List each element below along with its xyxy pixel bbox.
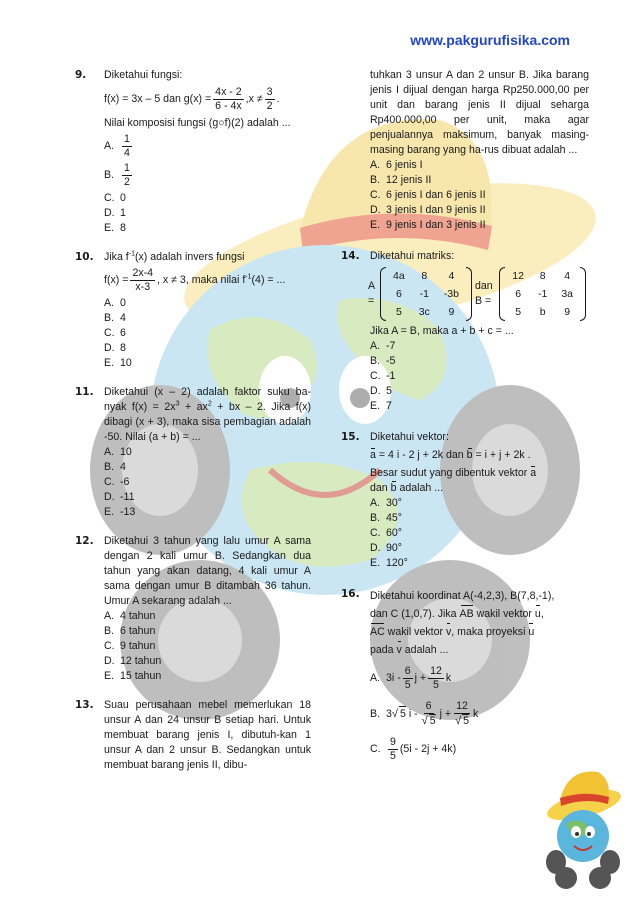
question-text: Diketahui (x – 2) adalah faktor suku ba-nyak $f(x) = 2x^3 + ax^2$ + bx – 2. Jika f(x) dibagi (x + 3), maka sisa pembagian adalah -50. Nilai (a + b) = ... (104, 386, 312, 443)
question-15 (341, 430, 589, 571)
option-d[interactable]: D. 90° (370, 542, 403, 554)
option-a[interactable]: A. -7 (370, 340, 396, 352)
g-fraction: $\frac{4x - 2}{6 - 4x}$ (215, 86, 242, 112)
option-c[interactable]: C. -1 (370, 370, 396, 382)
option-b[interactable]: B. 3 √ 5 i - $\frac{6}{√ 5}$ j + $\frac{12}{√ 5}$ k (370, 700, 479, 727)
question-text: Jika A = B, maka a + b + c = ... (370, 325, 514, 337)
option-c[interactable]: C. 9 tahun (104, 640, 156, 652)
answer-options (370, 339, 589, 414)
question-line-3: AC wakil vektor v, maka proyeksi u (370, 623, 589, 641)
option-e[interactable]: E. 120° (370, 557, 408, 569)
question-number: 15. (341, 431, 360, 443)
option-b[interactable]: B. -5 (370, 355, 396, 367)
answer-options (104, 445, 311, 520)
question-10 (75, 250, 311, 371)
option-e[interactable]: E. 15 tahun (104, 670, 162, 682)
answer-options (104, 609, 311, 684)
option-b[interactable]: B. 4 (104, 461, 126, 473)
option-c[interactable]: C. $\frac{9}{5}$ (5i - 2j + 4k) (370, 736, 457, 762)
question-line-2: dan C (1,0,7). Jika AB wakil vektor u, (370, 605, 589, 623)
option-e[interactable]: E. 7 (370, 400, 392, 412)
question-14 (341, 249, 589, 414)
option-c[interactable]: C. 6 jenis I dan 6 jenis II (370, 189, 486, 201)
question-text: Diketahui 3 tahun yang lalu umur A sama dengan 2 kali umur B. Sedangkan dua tahun yang akan datang, 4 kali umur A sama dengan umur B ditambah 36 tahun. Umur A sekarang adalah ... (104, 535, 311, 607)
question-intro: Jika $f^{-1}(x)$ adalah invers fungsi (104, 250, 245, 263)
question-16 (341, 587, 589, 763)
question-text: Besar sudut yang dibentuk vektor a dan b adalah ... (370, 467, 537, 494)
option-a[interactable]: A. $\frac{1}{4}$ (104, 133, 130, 159)
answer-options (104, 133, 311, 236)
answer-options (370, 158, 589, 233)
option-e[interactable]: E. 8 (104, 222, 126, 234)
option-d[interactable]: D. -11 (104, 491, 135, 503)
answer-options (104, 296, 311, 371)
option-e[interactable]: E. 10 (104, 357, 132, 369)
matrix-a: 4a 8 4 6 -1 -3b 5 3c 9 (380, 267, 472, 321)
question-12 (75, 534, 311, 684)
site-url[interactable]: www.pakgurufisika.com (410, 32, 570, 48)
question-number: 12. (75, 535, 94, 547)
option-a[interactable]: A. 6 jenis I (370, 159, 423, 171)
option-a[interactable]: A. 0 (104, 297, 126, 309)
matrices: A = 4a 8 4 6 -1 -3b 5 3c 9 dan B = 12 8 4 6 -1 3a 5 b 9 (368, 267, 589, 321)
option-b[interactable]: B. 12 jenis II (370, 174, 432, 186)
vector-definition: a = 4 i - 2 j + 2k dan b = i + j + 2k . (370, 449, 531, 461)
question-intro: Diketahui matriks: (370, 250, 455, 262)
question-intro: Diketahui vektor: (370, 431, 449, 443)
question-line-4: pada v adalah ... (370, 641, 589, 659)
question-number: 11. (75, 386, 94, 398)
question-number: 9. (75, 69, 87, 81)
option-b[interactable]: B. $\frac{1}{2}$ (104, 162, 130, 188)
right-column (341, 68, 589, 777)
answer-options (370, 496, 589, 571)
question-intro: Diketahui fungsi: (104, 69, 183, 81)
question-11 (75, 385, 311, 520)
question-13 (75, 698, 311, 773)
question-text: tuhkan 3 unsur A dan 2 unsur B. Jika barang jenis I dijual dengan harga Rp250.000,00 per unit dan barang jenis II dijual seharga Rp400.000,00 per unit, maka agar penjualannya maksimum, banyak masing-masing barang yang ha-rus dibuat adalah ... (370, 69, 589, 156)
question-line-1: Diketahui koordinat A(-4,2,3), B(7,8,-1), (370, 590, 555, 602)
matrix-b: 12 8 4 6 -1 3a 5 b 9 (499, 267, 586, 321)
option-a[interactable]: A. 30° (370, 497, 403, 509)
option-d[interactable]: D. 1 (104, 207, 126, 219)
option-a[interactable]: A. 10 (104, 446, 132, 458)
option-c[interactable]: C. 0 (104, 192, 126, 204)
option-c[interactable]: C. 60° (370, 527, 403, 539)
option-b[interactable]: B. 4 (104, 312, 126, 324)
question-13-continued (341, 68, 589, 233)
option-d[interactable]: D. 12 tahun (104, 655, 162, 667)
function-definition: f(x) = 3x – 5 dan g(x) = $\frac{4x - 2}{6 - 4x}$ ,x ≠ $\frac{3}{2}$ . (104, 86, 280, 112)
option-a[interactable]: A. 3i - $\frac{6}{5}$ j + $\frac{12}{5}$ k (370, 665, 452, 691)
option-c[interactable]: C. 6 (104, 327, 126, 339)
option-b[interactable]: B. 45° (370, 512, 403, 524)
function-definition: f(x) = $\frac{2x-4}{x-3}$ , x ≠ 3, maka nilai $f^{-1}(4)$ = ... (104, 267, 286, 293)
option-c[interactable]: C. -6 (104, 476, 130, 488)
option-b[interactable]: B. 6 tahun (104, 625, 156, 637)
question-number: 14. (341, 250, 360, 262)
left-column (75, 68, 311, 787)
question-number: 13. (75, 699, 94, 711)
question-text: Nilai komposisi fungsi (g○f)(2) adalah ... (104, 117, 291, 129)
option-d[interactable]: D. 5 (370, 385, 392, 397)
option-a[interactable]: A. 4 tahun (104, 610, 156, 622)
option-e[interactable]: E. 9 jenis I dan 3 jenis II (370, 219, 486, 231)
option-d[interactable]: D. 8 (104, 342, 126, 354)
option-e[interactable]: E. -13 (104, 506, 136, 518)
question-number: 10. (75, 251, 94, 263)
question-text: Suau perusahaan mebel memerlukan 18 unsur A dan 24 unsur B setiap hari. Untuk membuat barang jenis I, dibutuh-kan 1 unsur A dan 2 unsur B. Sedangkan untuk membuat barang jenis II, dibu- (104, 699, 311, 771)
question-number: 16. (341, 588, 360, 600)
option-d[interactable]: D. 3 jenis I dan 9 jenis II (370, 204, 486, 216)
question-9 (75, 68, 311, 236)
condition-fraction: $\frac{3}{2}$ (266, 86, 273, 112)
